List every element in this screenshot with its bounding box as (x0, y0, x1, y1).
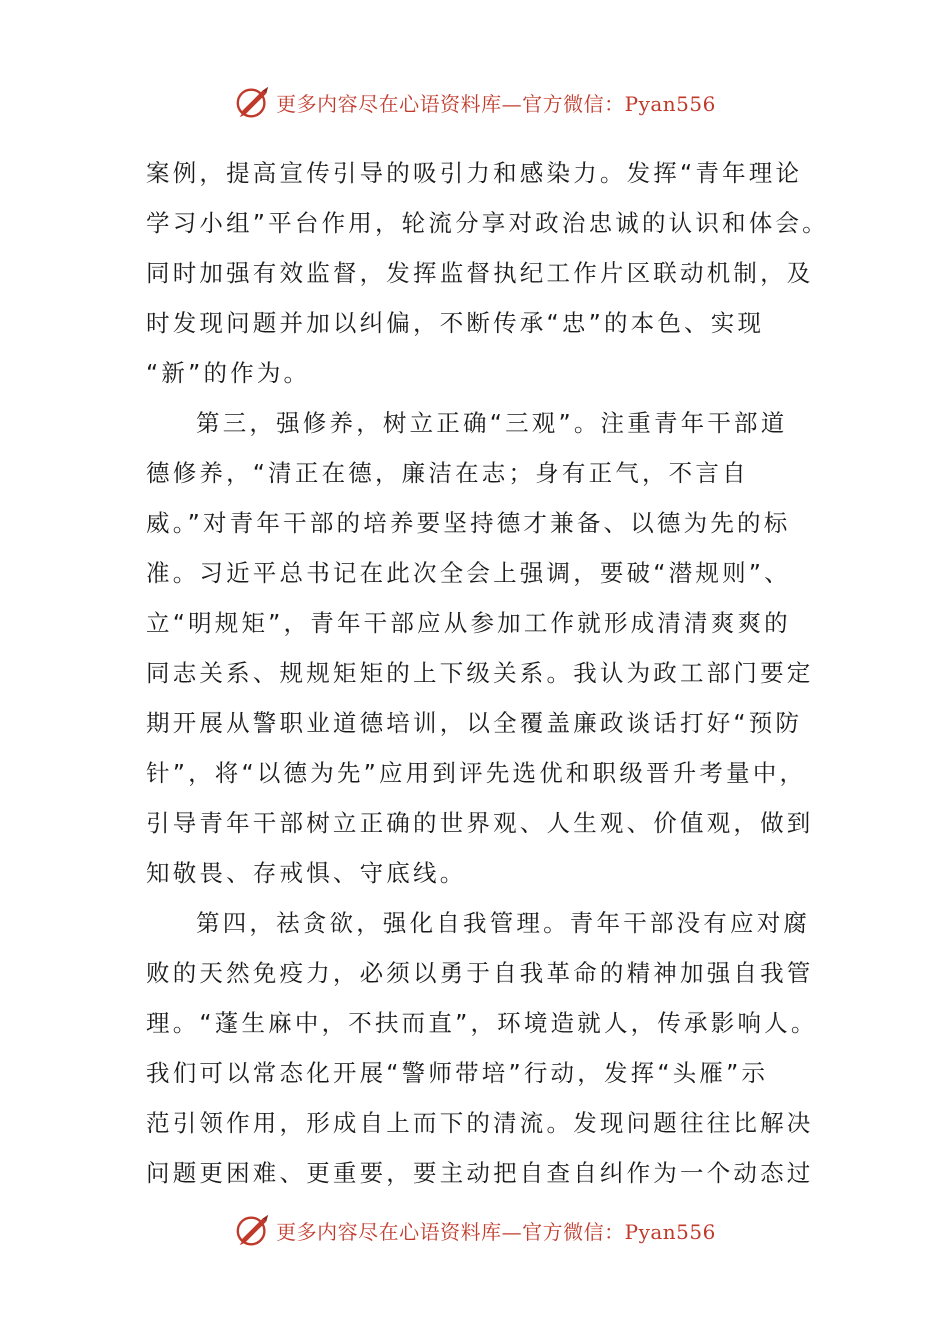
text-line: 期开展从警职业道德培训，以全覆盖廉政谈话打好“预防 (146, 709, 803, 737)
text-line: 时发现问题并加以纠偏，不断传承“忠”的本色、实现 (146, 309, 765, 337)
text-line: 第四，祛贪欲，强化自我管理。青年干部没有应对腐 (196, 909, 811, 937)
document-body (146, 148, 829, 1198)
text-line: 立“明规矩”，青年干部应从参加工作就形成清清爽爽的 (146, 609, 791, 637)
text-line: 同志关系、规规矩矩的上下级关系。我认为政工部门要定 (146, 659, 814, 687)
pen-circle-logo-icon (234, 1211, 272, 1249)
text-line: 我们可以常态化开展“警师带培”行动，发挥“头雁”示 (146, 1059, 769, 1087)
footer-banner (0, 1210, 950, 1250)
text-line: 准。习近平总书记在此次全会上强调，要破“潜规则”、 (146, 559, 791, 587)
text-line: 问题更困难、更重要，要主动把自查自纠作为一个动态过 (146, 1159, 814, 1187)
banner-text: 更多内容尽在心语资料库—官方微信：Pyan556 (276, 1219, 716, 1244)
text-line: 德修养，“清正在德，廉洁在志；身有正气，不言自 (146, 459, 749, 487)
text-line: 同时加强有效监督，发挥监督执纪工作片区联动机制，及 (146, 259, 814, 287)
text-line: 针”，将“以德为先”应用到评先选优和职级晋升考量中， (146, 759, 807, 787)
text-line: 理。“蓬生麻中，不扶而直”，环境造就人，传承影响人。 (146, 1009, 818, 1037)
banner-text: 更多内容尽在心语资料库—官方微信：Pyan556 (276, 91, 716, 116)
text-line: 败的天然免疫力，必须以勇于自我革命的精神加强自我管 (146, 959, 814, 987)
text-line: 威。”对青年干部的培养要坚持德才兼备、以德为先的标 (146, 509, 791, 537)
header-banner (0, 82, 950, 122)
text-line: “新”的作为。 (146, 359, 311, 387)
text-line: 案例，提高宣传引导的吸引力和感染力。发挥“青年理论 (146, 159, 803, 187)
text-line: 第三，强修养，树立正确“三观”。注重青年干部道 (196, 409, 788, 437)
text-line: 引导青年干部树立正确的世界观、人生观、价值观，做到 (146, 809, 814, 837)
text-line: 学习小组”平台作用，轮流分享对政治忠诚的认识和体会。 (146, 209, 829, 237)
text-line: 范引领作用，形成自上而下的清流。发现问题往往比解决 (146, 1109, 814, 1137)
pen-circle-logo-icon (234, 83, 272, 121)
text-line: 知敬畏、存戒惧、守底线。 (146, 859, 467, 887)
